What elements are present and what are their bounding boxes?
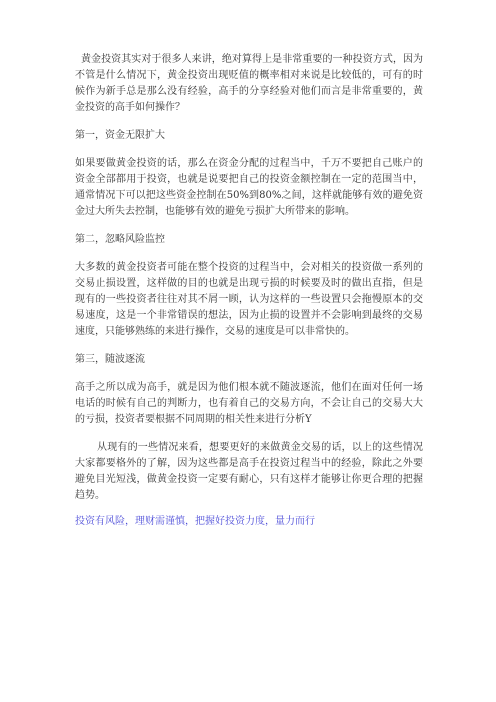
intro-paragraph: 黄金投资其实对于很多人来讲，绝对算得上是非常重要的一种投资方式，因为不管是什么情况下，黄金投资出现贬值的概率相对来说是比较低的，可有的时候作为新手总是那么没有经验，高手的分享经验对他们而言是非常重要的，黄金投资的高手如何操作？	[75, 54, 423, 113]
section-1-heading: 第一，资金无限扩大	[75, 130, 165, 141]
risk-tagline: 投资有风险，理财需谨慎，把握好投资力度，量力而行	[75, 516, 315, 527]
conclusion-paragraph: 从现有的一些情况来看，想要更好的来做黄金交易的话，以上的这些情况大家都要格外的了解，因为这些都是高手在投资过程当中的经验，除此之外要避免目光短浅，做黄金投资一定要有耐心，只有这样才能够让你更合理的把握趋势。	[75, 442, 423, 501]
section-2-heading: 第二，忽略风险监控	[75, 234, 165, 245]
section-2-body: 大多数的黄金投资者可能在整个投资的过程当中，会对相关的投资做一系列的交易止损设置，这样做的目的也就是出现亏损的时候要及时的做出直指，但是现有的一些投资者往往对其不屑一顾，认为这样的一些设置只会拖慢原本的交易速度，这是一个非常错误的想法，因为止损的设置并不会影响到最终的交易速度，只能够熟练的来进行操作，交易的速度是可以非常快的。	[75, 262, 423, 337]
section-3-heading: 第三，随波逐流	[75, 354, 145, 365]
document-page	[75, 52, 423, 530]
section-3-body: 高手之所以成为高手，就是因为他们根本就不随波逐流，他们在面对任何一场电话的时候有自己的判断力，也有着自己的交易方向，不会让自己的交易大大的亏损，投资者要根据不同周期的相关性来进行分析Y	[75, 382, 423, 425]
section-1-body: 如果要做黄金投资的话，那么在资金分配的过程当中，千万不要把自己账户的资金全部都用于投资，也就是说要把自己的投资金额控制在一定的范围当中，通常情况下可以把这些资金控制在50%到80%之间，这样就能够有效的避免资金过大所失去控制，也能够有效的避免亏损扩大所带来的影响。	[75, 158, 423, 217]
